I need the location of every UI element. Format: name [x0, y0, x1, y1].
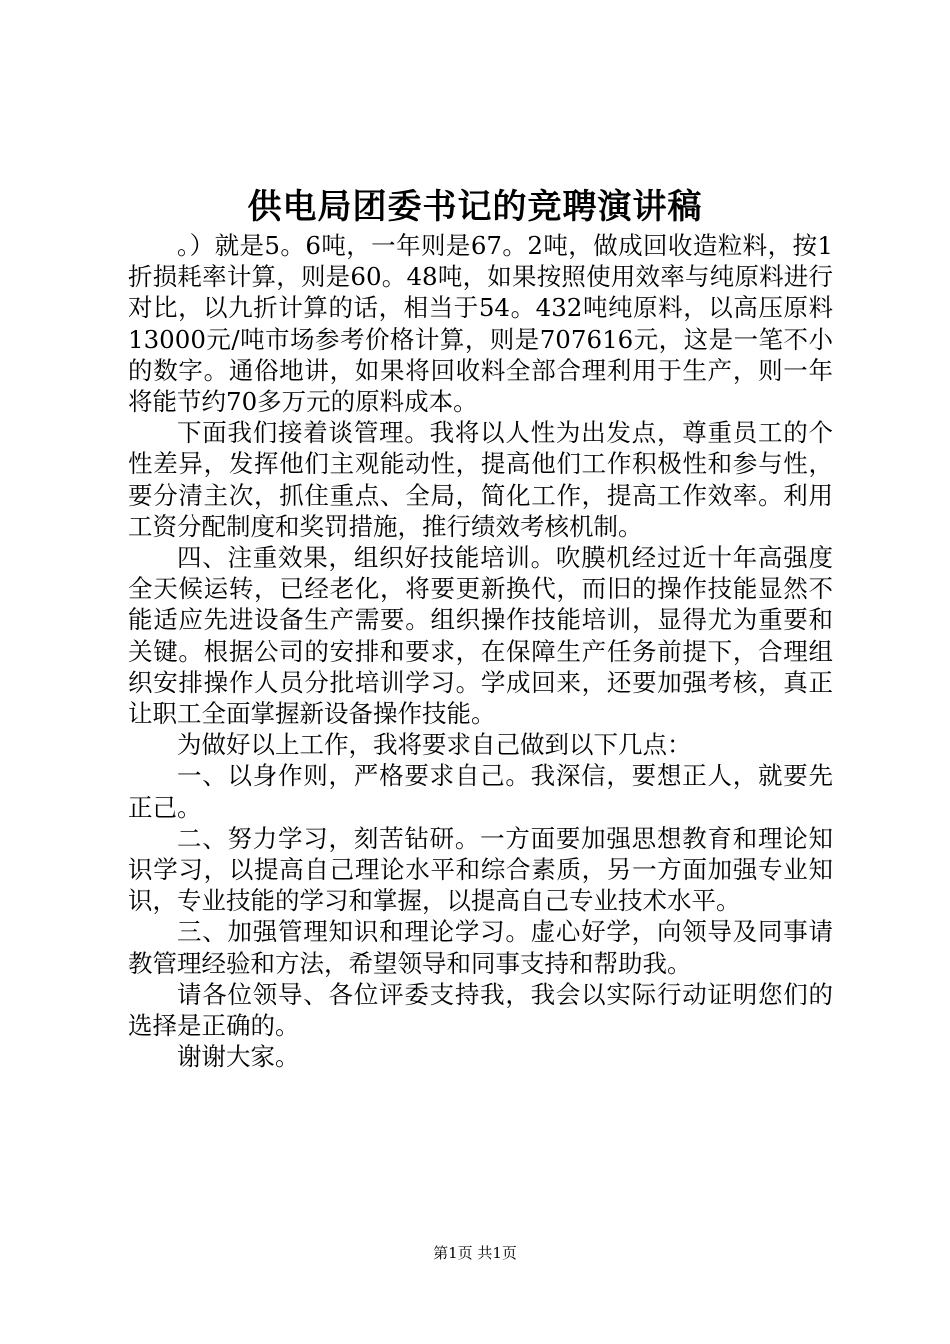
paragraph-9: 谢谢大家。 [177, 1042, 300, 1072]
paragraph-4: 为做好以上工作，我将要求自己做到以下几点： [177, 730, 692, 760]
paragraph-6: 二、努力学习，刻苦钻研。一方面要加强思想教育和理论知识学习，以提高自己理论水平和综合素质，另一方面加强专业知识，专业技能的学习和掌握，以提高自己专业技术水平。 [128, 823, 833, 916]
document-title: 供电局团委书记的竞聘演讲稿 [247, 187, 703, 227]
paragraph-7: 三、加强管理知识和理论学习。虚心好学，向领导及同事请教管理经验和方法，希望领导和同事支持和帮助我。 [128, 917, 833, 978]
paragraph-2: 下面我们接着谈管理。我将以人性为出发点，尊重员工的个性差异，发挥他们主观能动性，提高他们工作积极性和参与性，要分清主次，抓住重点、全局，简化工作，提高工作效率。利用工资分配制度和奖罚措施，推行绩效考核机制。 [128, 418, 833, 541]
paragraph-8: 请各位领导、各位评委支持我，我会以实际行动证明您们的选择是正确的。 [128, 979, 833, 1041]
paragraph-1: 。）就是5。6吨，一年则是67。2吨，做成回收造粒料，按1折损耗率计算，则是60。48吨，如果按照使用效率与纯原料进行对比，以九折计算的话，相当于54。432吨纯原料，以高压原料13000元/吨市场参考价格计算，则是707616元，这是一笔不小的数字。通俗地讲，如果将回收料全部合理利用于生产，则一年将能节约70多万元的原料成本。 [128, 231, 833, 417]
document-body [128, 230, 833, 1072]
paragraph-3: 四、注重效果，组织好技能培训。吹膜机经过近十年高强度全天候运转，已经老化，将要更新换代，而旧的操作技能显然不能适应先进设备生产需要。组织操作技能培训，显得尤为重要和关键。根据公司的安排和要求，在保障生产任务前提下，合理组织安排操作人员分批培训学习。学成回来，还要加强考核，真正让职工全面掌握新设备操作技能。 [128, 543, 833, 729]
page-footer: 第1页 共1页 [433, 1244, 517, 1262]
paragraph-5: 一、以身作则，严格要求自己。我深信，要想正人，就要先正己。 [128, 761, 833, 822]
